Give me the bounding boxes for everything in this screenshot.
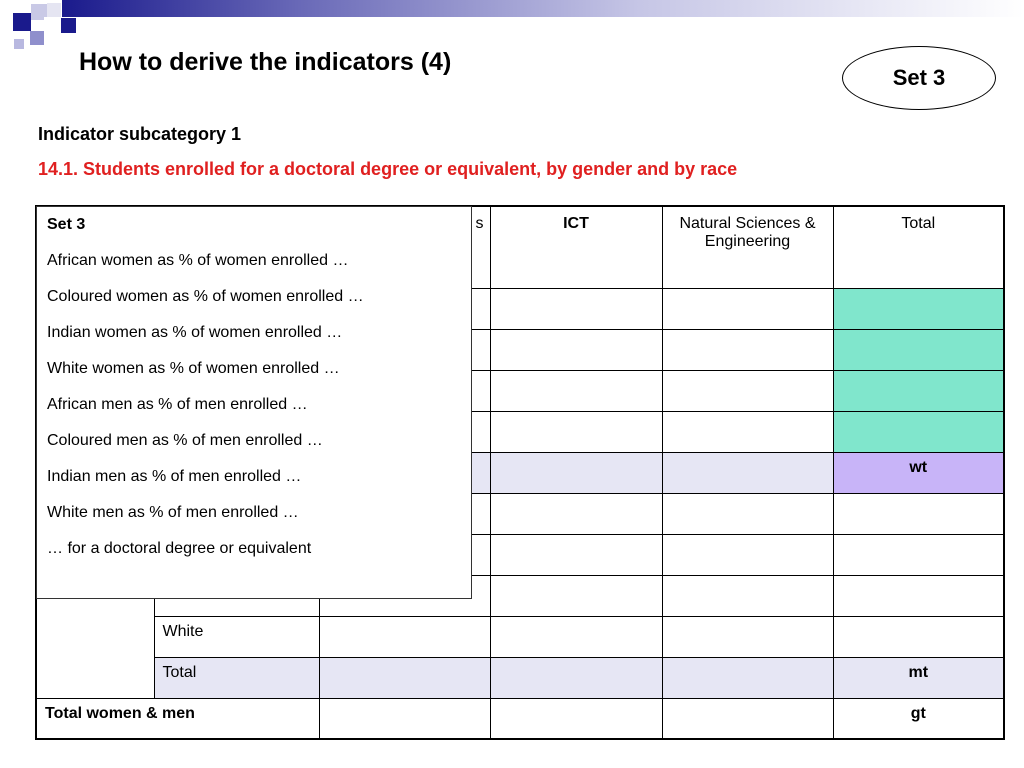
header-cell-total: Total — [833, 206, 1004, 288]
table-cell — [833, 575, 1004, 616]
table-cell — [490, 575, 662, 616]
decorative-square — [14, 39, 24, 49]
header-cell-nse: Natural Sciences & Engineering — [662, 206, 833, 288]
popup-item: Indian women as % of women enrolled … — [47, 324, 343, 341]
popup-item: Coloured women as % of women enrolled … — [47, 288, 364, 305]
top-decorative-bar — [62, 0, 1024, 17]
table-cell-total — [833, 411, 1004, 452]
table-cell — [662, 329, 833, 370]
decorative-square — [30, 31, 44, 45]
table-cell — [490, 657, 662, 698]
table-cell — [662, 493, 833, 534]
set-badge-label: Set 3 — [892, 65, 946, 90]
table-cell — [490, 288, 662, 329]
table-cell — [490, 493, 662, 534]
table-cell — [662, 288, 833, 329]
decorative-square — [44, 17, 59, 32]
table-cell-total — [833, 370, 1004, 411]
popup-item: African women as % of women enrolled … — [47, 252, 349, 269]
indicator-title: 14.1. Students enrolled for a doctoral degree or equivalent, by gender and by race — [38, 159, 738, 179]
table-cell — [490, 411, 662, 452]
table-cell-mt: mt — [833, 657, 1004, 698]
popup-item: White men as % of men enrolled … — [47, 504, 299, 521]
table-cell — [490, 698, 662, 739]
slide-title: How to derive the indicators (4) — [79, 48, 452, 76]
table-cell — [490, 452, 662, 493]
table-cell — [662, 698, 833, 739]
table-cell — [319, 698, 490, 739]
set-3-popup — [36, 206, 472, 599]
table-cell — [833, 534, 1004, 575]
table-cell — [662, 411, 833, 452]
table-row — [36, 616, 1004, 657]
popup-item: Indian men as % of men enrolled … — [47, 468, 302, 485]
table-cell — [490, 616, 662, 657]
table-cell — [662, 370, 833, 411]
table-cell — [662, 534, 833, 575]
table-cell-total-women-men: Total women & men — [36, 698, 319, 739]
header-cell-partial: s — [319, 206, 490, 288]
table-cell — [319, 616, 490, 657]
table-cell — [662, 575, 833, 616]
table-cell — [490, 329, 662, 370]
table-cell-total — [833, 288, 1004, 329]
table-row-men-total — [36, 657, 1004, 698]
popup-heading: Set 3 — [47, 216, 86, 233]
table-cell — [662, 452, 833, 493]
popup-item: … for a doctoral degree or equivalent — [47, 540, 312, 557]
popup-item: African men as % of men enrolled … — [47, 396, 308, 413]
table-cell-total-label: Total — [154, 657, 319, 698]
table-cell-gt: gt — [833, 698, 1004, 739]
table-cell — [833, 493, 1004, 534]
table-row-grand-total — [36, 698, 1004, 739]
decorative-square — [47, 3, 61, 17]
table-cell — [319, 657, 490, 698]
table-cell — [662, 616, 833, 657]
indicator-subcategory: Indicator subcategory 1 — [38, 124, 242, 144]
table-cell — [662, 657, 833, 698]
table-cell — [490, 370, 662, 411]
decorative-square — [13, 13, 31, 31]
popup-item: Coloured men as % of men enrolled … — [47, 432, 323, 449]
decorative-square — [61, 18, 76, 33]
set-badge — [842, 46, 996, 110]
popup-item: White women as % of women enrolled … — [47, 360, 340, 377]
header-cell-ict: ICT — [490, 206, 662, 288]
table-cell — [833, 616, 1004, 657]
table-cell-total — [833, 329, 1004, 370]
table-cell — [490, 534, 662, 575]
table-cell-wt: wt — [833, 452, 1004, 493]
table-cell-white: White — [154, 616, 319, 657]
